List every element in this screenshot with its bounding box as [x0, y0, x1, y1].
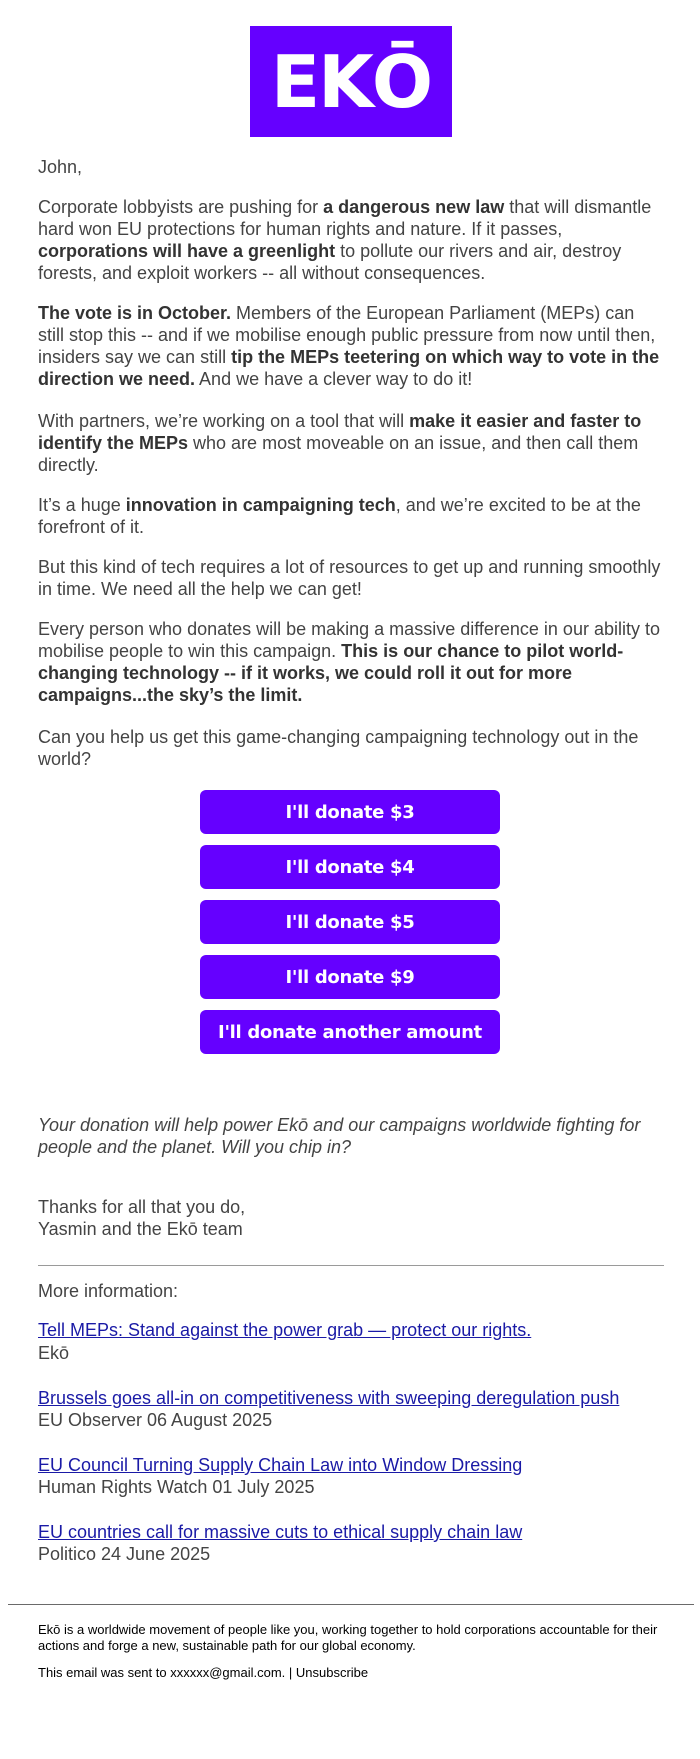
divider: [38, 1265, 664, 1266]
more-info-link-3[interactable]: EU Council Turning Supply Chain Law into Window Dressing: [38, 1455, 523, 1475]
more-info-link-1[interactable]: Tell MEPs: Stand against the power grab — protect our rights.: [38, 1320, 532, 1340]
more-info-link-2[interactable]: Brussels goes all-in on competitiveness with sweeping deregulation push: [38, 1388, 620, 1408]
more-info-source-1: Ekō: [38, 1343, 70, 1363]
more-info-source-4: Politico 24 June 2025: [38, 1544, 211, 1564]
greeting: John,: [38, 157, 83, 177]
footer-separator: . |: [281, 1665, 296, 1680]
recipient-email: xxxxxx@gmail.com: [170, 1665, 282, 1680]
paragraph-3: With partners, we’re working on a tool that will make it easier and faster to identify the MEPs who are most moveable on an issue, and then call them directly.: [38, 411, 642, 475]
paragraph-4: It’s a huge innovation in campaigning tech, and we’re excited to be at the forefront of it.: [38, 495, 641, 537]
footer-about: Ekō is a worldwide movement of people like you, working together to hold corporations accountable for their actions and forge a new, sustainable path for our global economy.: [38, 1622, 658, 1653]
signoff-line-1: Thanks for all that you do,: [38, 1197, 246, 1217]
paragraph-1: Corporate lobbyists are pushing for a dangerous new law that will dismantle hard won EU protections for human rights and nature. If it passes, corporations will have a greenlight to pollute our rivers and air, destroy forests, and exploit workers -- all without consequences.: [38, 197, 652, 283]
unsubscribe-link[interactable]: Unsubscribe: [295, 1665, 369, 1680]
donate-other-amount-button[interactable]: I'll donate another amount: [200, 1010, 500, 1054]
sent-to-prefix: This email was sent to: [38, 1665, 171, 1680]
more-info-source-3: Human Rights Watch 01 July 2025: [38, 1477, 315, 1497]
more-info-link-4[interactable]: EU countries call for massive cuts to ethical supply chain law: [38, 1522, 523, 1542]
paragraph-7: Can you help us get this game-changing campaigning technology out in the world?: [38, 727, 639, 769]
more-info-heading: More information:: [38, 1281, 179, 1301]
paragraph-6: Every person who donates will be making a massive difference in our ability to mobilise people to win this campaign. This is our chance to pilot world-changing technology -- if it works, we could roll it out for more campaigns...the sky’s the limit.: [38, 619, 660, 705]
eko-logo[interactable]: [250, 26, 452, 137]
donate-5-button[interactable]: I'll donate $5: [200, 900, 500, 944]
more-info-source-2: EU Observer 06 August 2025: [38, 1410, 273, 1430]
donate-4-button[interactable]: I'll donate $4: [200, 845, 500, 889]
footer-sent-to: [38, 1665, 668, 1681]
donate-3-button[interactable]: I'll donate $3: [200, 790, 500, 834]
logo-wordmark: EKŌ: [270, 39, 432, 124]
paragraph-2: The vote is in October. Members of the European Parliament (MEPs) can still stop this -- and if we mobilise enough public pressure from now until then, insiders say we can still tip the MEPs teetering on which way to vote in the direction we need. And we have a clever way to do it!: [38, 303, 660, 389]
signoff-line-2: Yasmin and the Ekō team: [38, 1219, 243, 1239]
footer-divider: [8, 1604, 694, 1605]
paragraph-5: But this kind of tech requires a lot of resources to get up and running smoothly in time. We need all the help we can get!: [38, 557, 661, 599]
closing-appeal: Your donation will help power Ekō and our campaigns worldwide fighting for people and the planet. Will you chip in?: [38, 1115, 641, 1157]
donate-9-button[interactable]: I'll donate $9: [200, 955, 500, 999]
